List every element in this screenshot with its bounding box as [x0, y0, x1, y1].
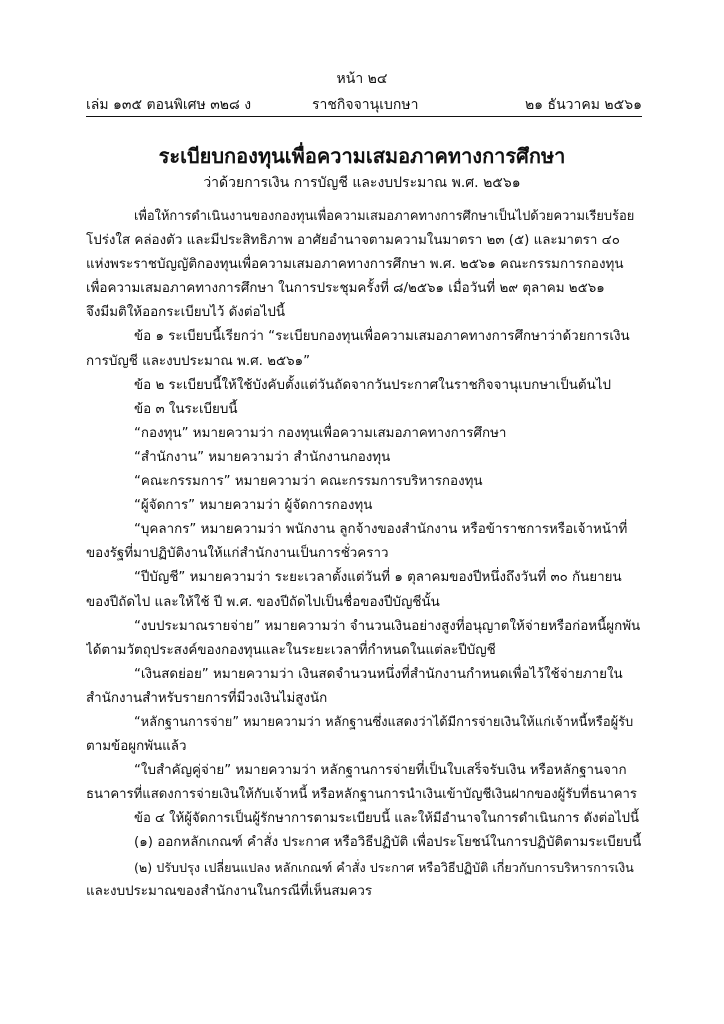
definition-line: “ปีบัญชี” หมายความว่า ระยะเวลาตั้งแต่วันที่ ๑ ตุลาคมของปีหนึ่งถึงวันที่ ๓๐ กันยายน — [134, 570, 622, 586]
definition-line: “ใบสำคัญคู่จ่าย” หมายความว่า หลักฐานการจ่ายที่เป็นใบเสร็จรับเงิน หรือหลักฐานจาก — [134, 763, 627, 779]
definition-line: “ผู้จัดการ” หมายความว่า ผู้จัดการกองทุน — [134, 498, 373, 514]
gazette-name: ราชกิจจานุเบกษา — [312, 97, 419, 113]
definition-line: ได้ตามวัตถุประสงค์ของกองทุนและในระยะเวลาที่กำหนดในแต่ละปีบัญชี — [86, 642, 496, 658]
clause-line: และงบประมาณของสำนักงานในกรณีที่เห็นสมควร — [86, 883, 373, 899]
definition-line: ตามข้อผูกพันแล้ว — [86, 739, 187, 755]
publication-date: ๒๑ ธันวาคม ๒๕๖๑ — [524, 97, 642, 113]
paragraph-line: โปร่งใส คล่องตัว และมีประสิทธิภาพ อาศัยอำนาจตามความในมาตรา ๒๓ (๕) และมาตรา ๔๐ — [86, 233, 620, 249]
definition-line: “งบประมาณรายจ่าย” หมายความว่า จำนวนเงินอย่างสูงที่อนุญาตให้จ่ายหรือก่อหนี้ผูกพัน — [134, 618, 641, 634]
paragraph-line: เพื่อความเสมอภาคทางการศึกษา ในการประชุมครั้งที่ ๘/๒๕๖๑ เมื่อวันที่ ๒๙ ตุลาคม ๒๕๖๑ — [86, 281, 605, 297]
clause-line: การบัญชี และงบประมาณ พ.ศ. ๒๕๖๑” — [86, 353, 311, 369]
clause-line: ข้อ ๒ ระเบียบนี้ให้ใช้บังคับตั้งแต่วันถัดจากวันประกาศในราชกิจจานุเบกษาเป็นต้นไป — [134, 377, 611, 393]
header-rule — [86, 116, 642, 117]
paragraph-line: เพื่อให้การดำเนินงานของกองทุนเพื่อความเสมอภาคทางการศึกษาเป็นไปด้วยความเรียบร้อย — [134, 209, 635, 224]
document-body — [86, 205, 642, 904]
gazette-header — [86, 94, 642, 114]
clause-line: (๑) ออกหลักเกณฑ์ คำสั่ง ประกาศ หรือวิธีปฏิบัติ เพื่อประโยชน์ในการปฏิบัติตามระเบียบนี้ — [134, 835, 642, 851]
definition-line: “สำนักงาน” หมายความว่า สำนักงานกองทุน — [134, 449, 391, 465]
clause-line: (๒) ปรับปรุง เปลี่ยนแปลง หลักเกณฑ์ คำสั่ง ประกาศ หรือวิธีปฏิบัติ เกี่ยวกับการบริหารการเงิน — [134, 859, 634, 875]
clause-line: ข้อ ๓ ในระเบียบนี้ — [134, 401, 238, 417]
document-subtitle: ว่าด้วยการเงิน การบัญชี และงบประมาณ พ.ศ. ๒๕๖๑ — [203, 175, 521, 191]
definition-line: ธนาคารที่แสดงการจ่ายเงินให้กับเจ้าหนี้ หรือหลักฐานการนำเงินเข้าบัญชีเงินฝากของผู้รับที่ธนาคาร — [86, 787, 637, 803]
page-number: หน้า ๒๔ — [336, 71, 388, 87]
definition-line: “กองทุน” หมายความว่า กองทุนเพื่อความเสมอภาคทางการศึกษา — [134, 425, 507, 441]
clause-line: ข้อ ๑ ระเบียบนี้เรียกว่า “ระเบียบกองทุนเพื่อความเสมอภาคทางการศึกษาว่าด้วยการเงิน — [134, 329, 630, 345]
paragraph-line: แห่งพระราชบัญญัติกองทุนเพื่อความเสมอภาคทางการศึกษา พ.ศ. ๒๕๖๑ คณะกรรมการกองทุน — [86, 257, 624, 273]
paragraph-line: จึงมีมติให้ออกระเบียบไว้ ดังต่อไปนี้ — [86, 305, 285, 321]
definition-line: “เงินสดย่อย” หมายความว่า เงินสดจำนวนหนึ่งที่สำนักงานกำหนดเพื่อไว้ใช้จ่ายภายใน — [134, 666, 623, 682]
volume-issue: เล่ม ๑๓๕ ตอนพิเศษ ๓๒๘ ง — [86, 97, 252, 113]
definition-line: “คณะกรรมการ” หมายความว่า คณะกรรมการบริหารกองทุน — [134, 474, 483, 490]
definition-line: “หลักฐานการจ่าย” หมายความว่า หลักฐานซึ่งแสดงว่าได้มีการจ่ายเงินให้แก่เจ้าหนี้หรือผู้รับ — [134, 714, 634, 730]
document-title: ระเบียบกองทุนเพื่อความเสมอภาคทางการศึกษา — [158, 144, 566, 168]
definition-line: “บุคลากร” หมายความว่า พนักงาน ลูกจ้างของสำนักงาน หรือข้าราชการหรือเจ้าหน้าที่ — [134, 522, 628, 538]
clause-line: ข้อ ๔ ให้ผู้จัดการเป็นผู้รักษาการตามระเบียบนี้ และให้มีอำนาจในการดำเนินการ ดังต่อไปนี้ — [134, 811, 639, 827]
definition-line: สำนักงานสำหรับรายการที่มีวงเงินไม่สูงนัก — [86, 690, 328, 706]
definition-line: ของปีถัดไป และให้ใช้ ปี พ.ศ. ของปีถัดไปเป็นชื่อของปีบัญชีนั้น — [86, 594, 440, 610]
definition-line: ของรัฐที่มาปฏิบัติงานให้แก่สำนักงานเป็นการชั่วคราว — [86, 546, 389, 562]
